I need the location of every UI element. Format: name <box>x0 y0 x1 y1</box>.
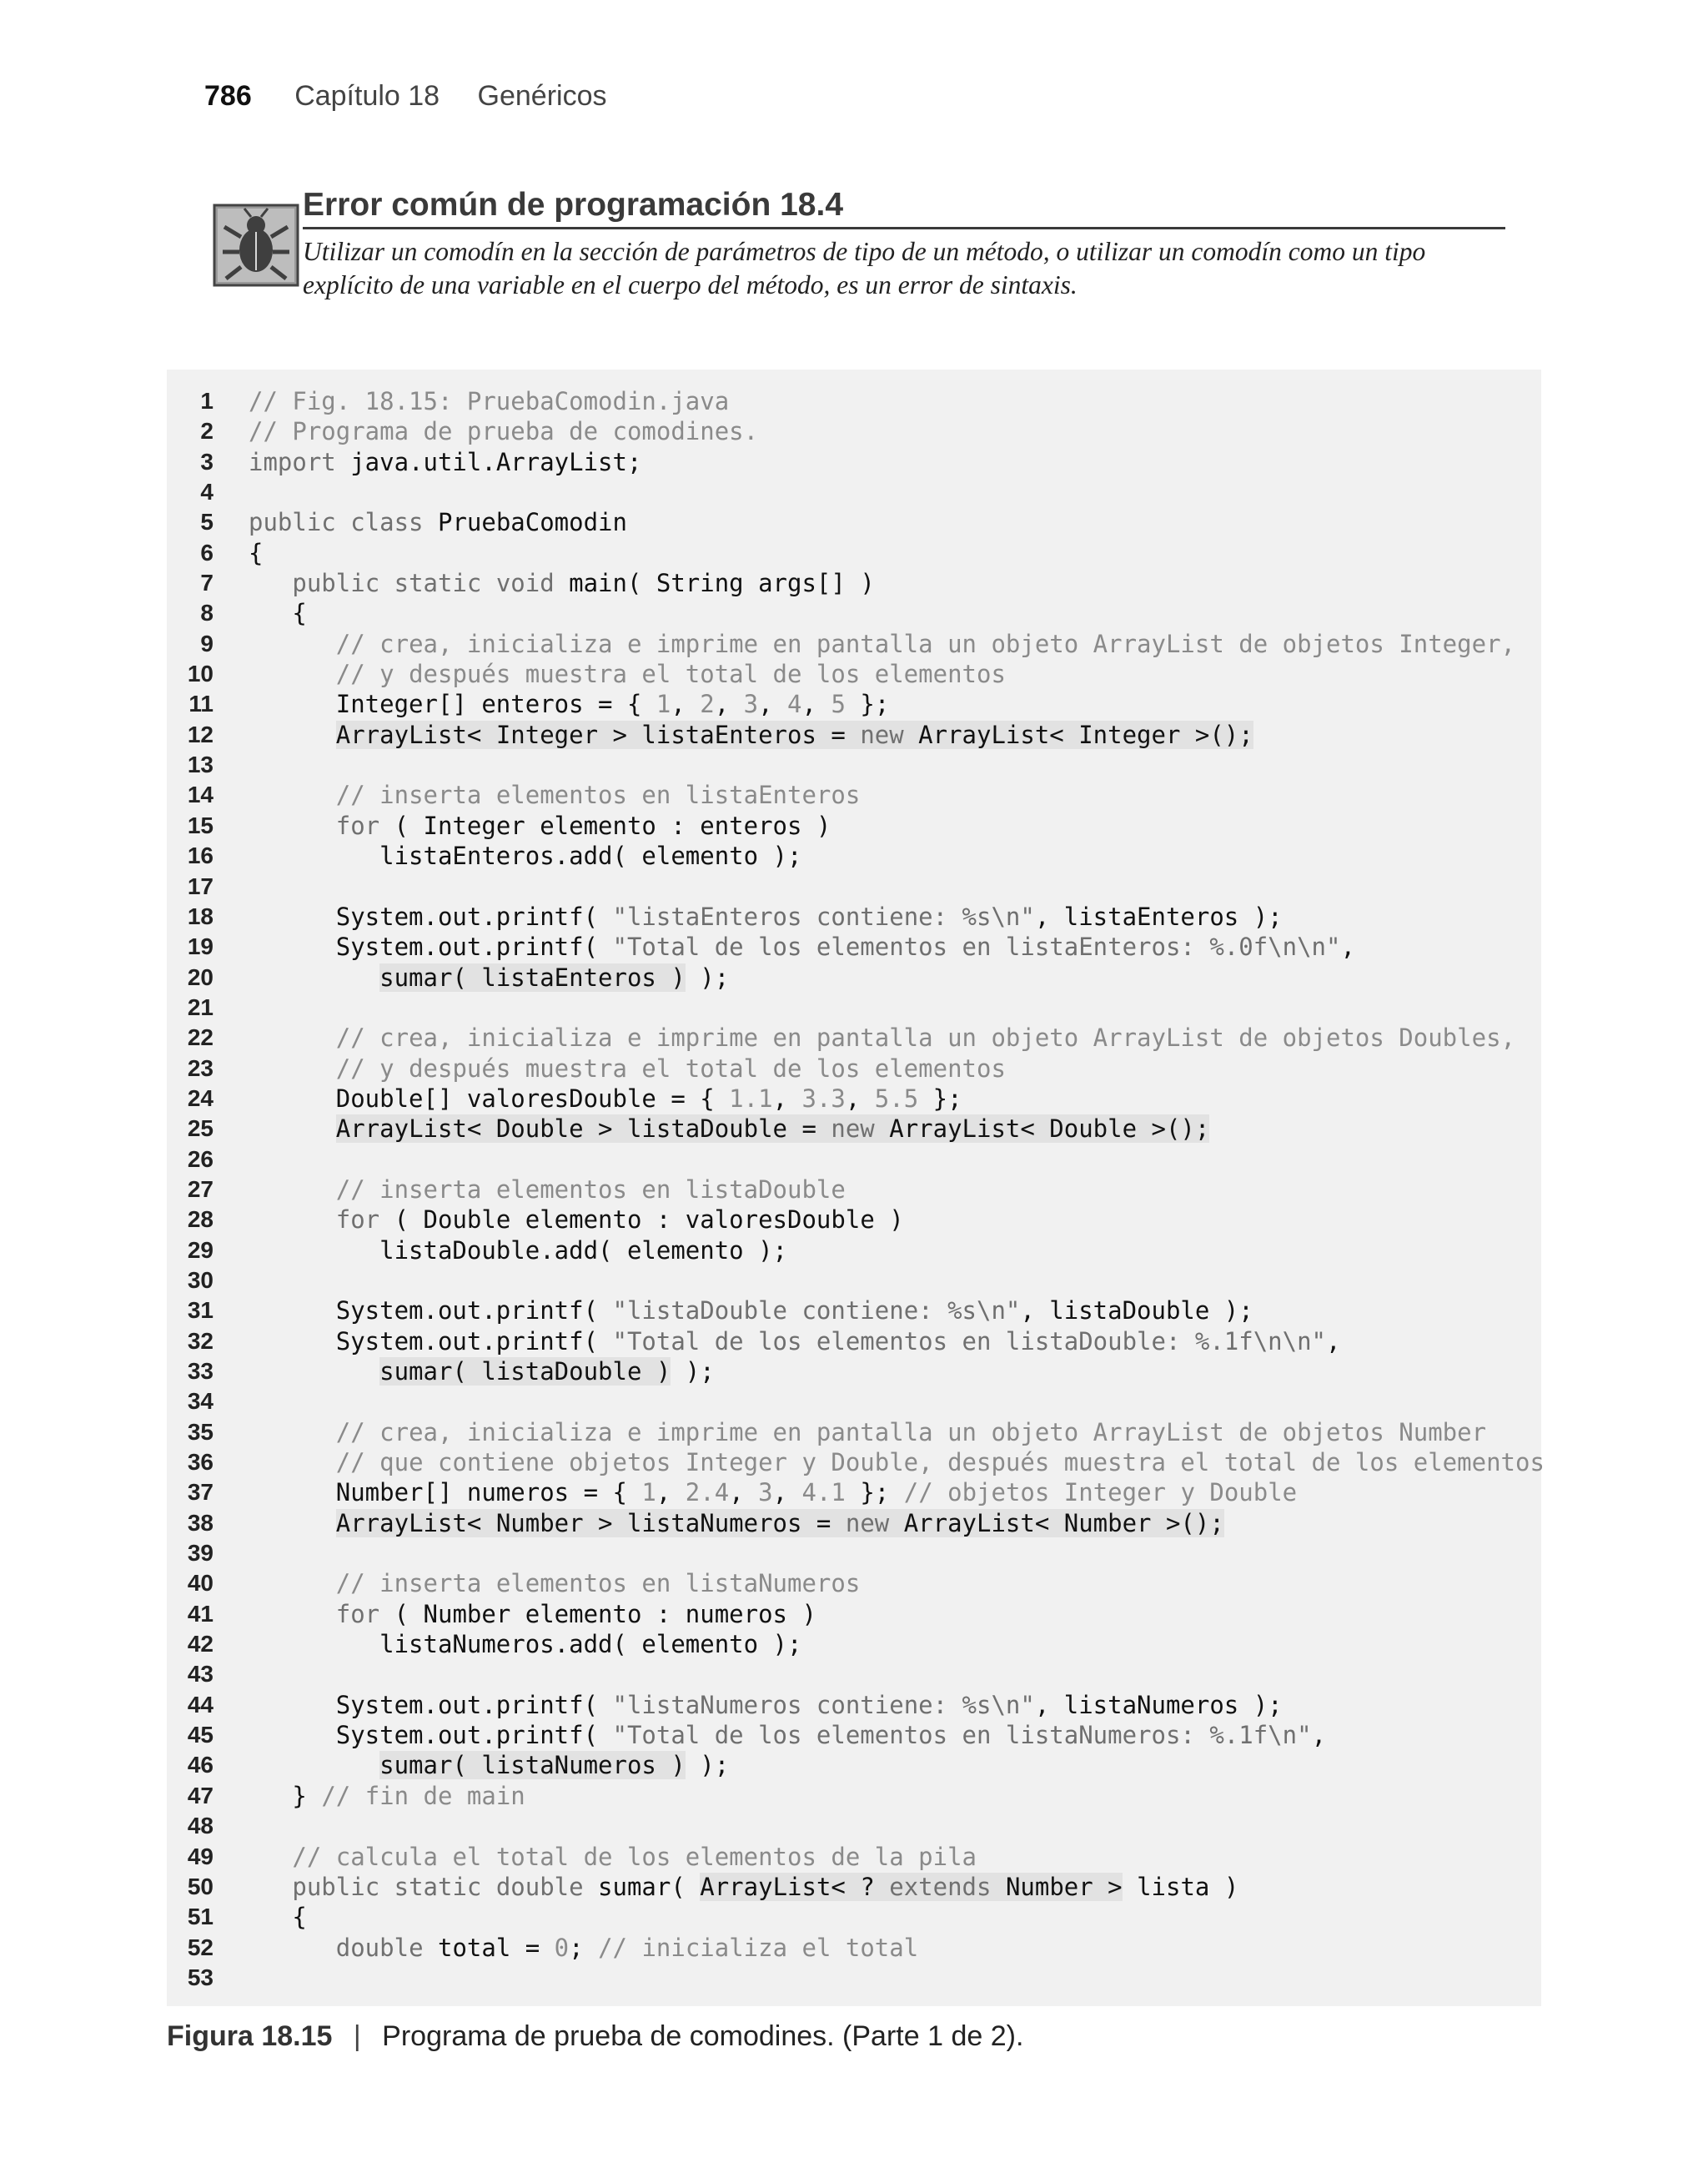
code-line <box>167 1084 1541 1114</box>
line-number: 29 <box>187 1236 214 1263</box>
line-number: 2 <box>200 418 214 445</box>
code-token: System.out.printf( <box>249 933 613 962</box>
code-token: ArrayList< Integer >(); <box>918 720 1253 749</box>
line-number: 22 <box>187 1024 214 1051</box>
code-token: , <box>758 690 788 719</box>
code-line <box>167 993 1541 1023</box>
section-label: Genéricos <box>477 80 607 112</box>
code-line <box>167 1023 1541 1053</box>
code-token: double <box>335 1933 438 1962</box>
code-token: java.util.ArrayList; <box>350 447 642 476</box>
code-token: 1 <box>641 1478 656 1507</box>
line-number: 39 <box>187 1540 214 1567</box>
code-token: 5 <box>831 690 846 719</box>
code-line <box>167 568 1541 598</box>
line-number: 19 <box>187 933 214 960</box>
code-token: new <box>860 720 919 749</box>
code-line <box>167 1538 1541 1568</box>
line-number: 20 <box>187 963 214 990</box>
line-code <box>249 1295 1253 1325</box>
code-token <box>249 630 336 658</box>
code-token: , <box>656 1478 686 1507</box>
code-token: listaNumeros.add( elemento ); <box>249 1630 802 1659</box>
line-number: 28 <box>187 1206 214 1233</box>
code-token <box>249 1448 336 1476</box>
line-number: 11 <box>188 691 214 717</box>
code-line <box>167 1811 1541 1841</box>
code-line <box>167 1720 1541 1750</box>
code-token: for <box>335 1205 394 1235</box>
code-line <box>167 1386 1541 1416</box>
code-line <box>167 1750 1541 1780</box>
code-token: public class <box>249 508 438 537</box>
code-token: 1 <box>656 690 671 719</box>
code-token: , <box>729 1478 759 1507</box>
code-line <box>167 416 1541 446</box>
code-token: "listaDouble contiene: %s\n" <box>612 1296 1021 1325</box>
code-token <box>249 1569 336 1597</box>
code-token: sumar( <box>598 1872 701 1901</box>
line-code <box>249 780 860 810</box>
line-number: 26 <box>187 1145 214 1172</box>
line-number: 47 <box>187 1782 214 1808</box>
line-number: 18 <box>187 903 214 929</box>
code-line <box>167 629 1541 659</box>
line-code <box>249 1508 1224 1538</box>
code-token: "listaEnteros contiene: %s\n" <box>612 902 1035 931</box>
code-token: // fin de main <box>321 1781 525 1810</box>
code-line <box>167 720 1541 750</box>
code-token <box>249 963 379 992</box>
line-number: 41 <box>187 1600 214 1627</box>
line-number: 9 <box>200 630 214 656</box>
line-code <box>249 1902 307 1932</box>
code-token <box>249 1600 336 1628</box>
line-number: 48 <box>187 1813 214 1839</box>
code-token: ); <box>685 963 730 992</box>
code-token <box>249 1418 336 1446</box>
code-token: Double[] valoresDouble = { <box>249 1084 730 1113</box>
code-token: 3 <box>758 1478 773 1507</box>
code-token: // Programa de prueba de comodines. <box>249 417 759 446</box>
line-code <box>249 1447 1545 1477</box>
code-token: ( Integer elemento : enteros ) <box>394 811 831 840</box>
line-number: 31 <box>187 1297 214 1324</box>
line-code <box>249 1568 860 1598</box>
code-token: , <box>772 1478 802 1507</box>
code-token: // que contiene objetos Integer y Double, después muestra el total de los elementos <box>335 1448 1545 1477</box>
code-token: 4.1 <box>801 1478 846 1507</box>
code-lines <box>167 386 1545 1993</box>
code-token: , listaDouble ); <box>1020 1296 1253 1325</box>
code-token: ArrayList< ? <box>700 1872 890 1901</box>
line-number: 5 <box>200 509 214 536</box>
code-token: System.out.printf( <box>249 1326 613 1356</box>
page-number: 786 <box>204 80 252 112</box>
code-token: // inserta elementos en listaNumeros <box>335 1569 861 1598</box>
code-token: public static void <box>292 569 570 598</box>
line-code <box>249 1326 1340 1356</box>
code-token: , <box>1326 1326 1341 1356</box>
line-number: 34 <box>187 1388 214 1415</box>
code-token: 2 <box>700 690 715 719</box>
code-token <box>249 569 292 597</box>
code-token: , <box>772 1084 802 1113</box>
code-token: // objetos Integer y Double <box>903 1478 1298 1507</box>
caption-label: Figura 18.15 <box>167 2020 333 2052</box>
caption-separator: | <box>353 2020 361 2052</box>
caption-text: Programa de prueba de comodines. (Parte 1 de 2). <box>382 2020 1024 2052</box>
line-code <box>249 1690 1283 1720</box>
line-number: 24 <box>187 1084 214 1111</box>
line-number: 32 <box>187 1327 214 1354</box>
code-token: main( String args[] ) <box>569 569 875 598</box>
code-token <box>249 812 336 840</box>
error-title: Error común de programación 18.4 <box>303 187 844 223</box>
code-token: ); <box>671 1357 715 1386</box>
line-number: 52 <box>187 1934 214 1960</box>
line-code <box>249 629 1515 659</box>
code-token: }; <box>845 1478 904 1507</box>
code-token: }; <box>918 1084 962 1113</box>
line-code <box>249 720 1253 750</box>
line-number: 50 <box>187 1873 214 1899</box>
line-code <box>249 538 263 568</box>
code-token: , <box>1311 1721 1327 1750</box>
code-line <box>167 1175 1541 1205</box>
line-code <box>249 1781 525 1811</box>
code-line <box>167 386 1541 416</box>
code-token: extends <box>889 1872 1006 1901</box>
code-token: 5.5 <box>874 1084 919 1113</box>
code-token: 2.4 <box>685 1478 730 1507</box>
line-number: 35 <box>187 1418 214 1445</box>
code-line <box>167 538 1541 568</box>
line-number: 15 <box>187 812 214 838</box>
line-number: 53 <box>187 1964 214 1990</box>
line-number: 44 <box>187 1691 214 1718</box>
code-token: public static double <box>292 1872 599 1901</box>
code-token <box>249 1843 292 1871</box>
code-line <box>167 1205 1541 1235</box>
code-token: ; <box>569 1933 599 1962</box>
code-line <box>167 1781 1541 1811</box>
code-token: Number[] numeros = { <box>249 1478 642 1507</box>
code-token: Integer[] enteros = { <box>249 690 656 719</box>
code-token: }; <box>845 690 890 719</box>
code-line <box>167 1144 1541 1175</box>
code-token: import <box>249 447 351 476</box>
code-token: 0 <box>554 1933 570 1962</box>
code-token: System.out.printf( <box>249 1690 613 1719</box>
line-code <box>249 1023 1515 1053</box>
line-code <box>249 963 729 993</box>
code-token: "Total de los elementos en listaDouble: %.1f\n\n" <box>612 1326 1327 1356</box>
code-token: // crea, inicializa e imprime en pantalla un objeto ArrayList de objetos Doubles, <box>335 1024 1515 1053</box>
code-token: for <box>335 1599 394 1628</box>
code-token: { <box>249 1903 307 1932</box>
line-code <box>249 1114 1209 1144</box>
line-code <box>249 689 889 719</box>
line-number: 6 <box>200 539 214 566</box>
error-text: Utilizar un comodín en la sección de parámetros de tipo de un método, o utilizar un comodín como un tipo explícito de una variable en el cuerpo del método, es un error de sintaxis. <box>303 237 1426 299</box>
code-token <box>249 1509 336 1537</box>
code-token: , <box>671 690 701 719</box>
code-token: new <box>831 1114 890 1144</box>
line-number: 21 <box>187 993 214 1020</box>
code-token: // y después muestra el total de los elementos <box>335 660 1006 689</box>
code-token <box>249 1205 336 1234</box>
line-code <box>249 659 1006 689</box>
line-number: 10 <box>187 661 214 687</box>
code-token: ); <box>685 1751 730 1780</box>
code-line <box>167 1265 1541 1295</box>
code-token: ( Double elemento : valoresDouble ) <box>394 1205 904 1235</box>
code-token: lista ) <box>1122 1872 1239 1901</box>
code-line <box>167 1568 1541 1598</box>
code-token <box>249 660 336 688</box>
code-line <box>167 1690 1541 1720</box>
code-line <box>167 1477 1541 1507</box>
code-line <box>167 1447 1545 1477</box>
code-line <box>167 780 1541 810</box>
code-line <box>167 1872 1541 1902</box>
code-line <box>167 750 1541 780</box>
code-token: listaDouble.add( elemento ); <box>249 1235 788 1265</box>
line-number: 43 <box>187 1661 214 1688</box>
code-line <box>167 1235 1541 1265</box>
line-code <box>249 1750 729 1780</box>
chapter-label: Capítulo 18 <box>294 80 440 112</box>
code-token: ArrayList< Number >(); <box>903 1508 1224 1537</box>
code-token: "Total de los elementos en listaNumeros: %.1f\n" <box>612 1721 1312 1750</box>
line-number: 45 <box>187 1722 214 1748</box>
line-number: 4 <box>200 479 214 506</box>
line-number: 1 <box>200 388 214 414</box>
code-token: System.out.printf( <box>249 1296 613 1325</box>
code-token: ArrayList< Number > listaNumeros = <box>335 1508 846 1537</box>
line-number: 33 <box>187 1358 214 1384</box>
line-code <box>249 932 1355 962</box>
code-token: 3 <box>743 690 759 719</box>
code-token <box>249 781 336 809</box>
code-line <box>167 1326 1541 1356</box>
code-line <box>167 1114 1541 1144</box>
code-token: , <box>1340 933 1355 962</box>
line-code <box>249 386 729 416</box>
code-token: ( Number elemento : numeros ) <box>394 1599 816 1628</box>
code-token: // crea, inicializa e imprime en pantalla un objeto ArrayList de objetos Integer, <box>335 629 1515 658</box>
code-token <box>249 1751 379 1779</box>
line-code <box>249 507 627 537</box>
bug-icon <box>213 204 299 287</box>
code-token: System.out.printf( <box>249 1721 613 1750</box>
code-token <box>249 1054 336 1083</box>
line-code <box>249 811 831 841</box>
line-code <box>249 598 307 628</box>
line-code <box>249 1417 1486 1447</box>
code-token <box>249 1357 379 1386</box>
code-token: , listaEnteros ); <box>1034 902 1283 931</box>
line-number: 8 <box>200 600 214 626</box>
line-number: 36 <box>187 1449 214 1476</box>
line-code <box>249 1084 962 1114</box>
code-token: , <box>714 690 744 719</box>
line-number: 3 <box>200 448 214 475</box>
code-listing <box>167 370 1545 2006</box>
line-code <box>249 1933 918 1963</box>
code-token: "Total de los elementos en listaEnteros: %.0f\n\n" <box>612 933 1341 962</box>
line-number: 13 <box>187 752 214 778</box>
code-token: // y después muestra el total de los elementos <box>335 1054 1006 1083</box>
code-line <box>167 1508 1541 1538</box>
code-token <box>249 1934 336 1962</box>
code-token <box>249 721 336 749</box>
line-code <box>249 1720 1326 1750</box>
line-number: 27 <box>187 1175 214 1202</box>
code-token: listaEnteros.add( elemento ); <box>249 842 802 871</box>
line-code <box>249 1175 846 1205</box>
line-number: 42 <box>187 1631 214 1657</box>
code-line <box>167 1842 1541 1872</box>
line-code <box>249 416 758 446</box>
line-number: 7 <box>200 570 214 596</box>
line-code <box>249 447 641 477</box>
code-token: total = <box>437 1933 555 1962</box>
line-code <box>249 1054 1006 1084</box>
code-line <box>167 872 1541 902</box>
code-line <box>167 1295 1541 1325</box>
code-line <box>167 963 1541 993</box>
code-token: } <box>249 1781 322 1810</box>
line-code <box>249 1235 787 1265</box>
figure-caption <box>167 2020 1023 2053</box>
code-token: // inserta elementos en listaEnteros <box>335 781 861 810</box>
common-error-box <box>213 182 1505 315</box>
code-line <box>167 598 1541 628</box>
code-token: 4 <box>787 690 802 719</box>
code-line <box>167 1629 1541 1659</box>
line-code <box>249 1356 715 1386</box>
code-token: { <box>249 599 307 628</box>
line-number: 51 <box>187 1904 214 1930</box>
code-token: , listaNumeros ); <box>1034 1690 1283 1719</box>
code-line <box>167 1933 1541 1963</box>
code-token: // Fig. 18.15: PruebaComodin.java <box>249 387 730 415</box>
line-number: 37 <box>187 1479 214 1506</box>
code-line <box>167 689 1541 719</box>
code-token: new <box>845 1508 904 1537</box>
line-number: 23 <box>187 1054 214 1081</box>
line-code <box>249 1872 1238 1902</box>
code-line <box>167 659 1541 689</box>
code-token: System.out.printf( <box>249 902 613 931</box>
code-line <box>167 1417 1541 1447</box>
code-token: // inicializa el total <box>598 1933 919 1962</box>
code-line <box>167 841 1541 871</box>
line-number: 40 <box>187 1570 214 1597</box>
line-code <box>249 1205 904 1235</box>
code-token: { <box>249 538 264 567</box>
line-number: 49 <box>187 1843 214 1869</box>
code-line <box>167 447 1541 477</box>
line-number: 30 <box>187 1266 214 1293</box>
code-token: sumar( listaDouble ) <box>379 1357 671 1386</box>
line-number: 25 <box>187 1115 214 1142</box>
line-code <box>249 568 875 598</box>
code-token <box>249 1873 292 1901</box>
code-token: // crea, inicializa e imprime en pantalla un objeto ArrayList de objetos Number <box>335 1417 1487 1446</box>
line-code <box>249 1477 1297 1507</box>
page-header <box>204 80 607 113</box>
code-token: for <box>335 811 394 840</box>
code-token: sumar( listaNumeros ) <box>379 1751 686 1780</box>
line-number: 17 <box>187 873 214 899</box>
code-token: ArrayList< Integer > listaEnteros = <box>335 720 861 749</box>
code-line <box>167 1356 1541 1386</box>
code-line <box>167 1054 1541 1084</box>
code-token <box>249 1024 336 1052</box>
code-token: , <box>801 690 831 719</box>
code-token: 3.3 <box>801 1084 846 1113</box>
code-line <box>167 1902 1541 1932</box>
code-line <box>167 1599 1541 1629</box>
code-line <box>167 811 1541 841</box>
code-token: // calcula el total de los elementos de la pila <box>292 1842 977 1871</box>
code-token: Number > <box>1005 1872 1123 1901</box>
line-code <box>249 1629 801 1659</box>
code-token <box>249 1114 336 1143</box>
code-token: , <box>845 1084 875 1113</box>
line-number: 14 <box>187 782 214 808</box>
line-code <box>249 841 801 871</box>
code-token: // inserta elementos en listaDouble <box>335 1175 846 1204</box>
line-code <box>249 1842 977 1872</box>
line-number: 16 <box>187 843 214 869</box>
code-token: "listaNumeros contiene: %s\n" <box>612 1690 1035 1719</box>
line-code <box>249 902 1283 932</box>
error-rule <box>303 227 1505 229</box>
code-line <box>167 902 1541 932</box>
line-code <box>249 1599 816 1629</box>
code-token: sumar( listaEnteros ) <box>379 963 686 992</box>
line-number: 46 <box>187 1752 214 1778</box>
line-number: 38 <box>187 1509 214 1536</box>
code-line <box>167 932 1541 962</box>
line-number: 12 <box>187 721 214 747</box>
code-token: PruebaComodin <box>437 508 627 537</box>
code-token <box>249 1175 336 1204</box>
code-line <box>167 477 1541 507</box>
code-line <box>167 1659 1541 1689</box>
code-token: ArrayList< Double >(); <box>889 1114 1210 1144</box>
code-token: ArrayList< Double > listaDouble = <box>335 1114 831 1144</box>
code-line <box>167 507 1541 537</box>
code-token: 1.1 <box>729 1084 773 1113</box>
code-line <box>167 1963 1541 1993</box>
